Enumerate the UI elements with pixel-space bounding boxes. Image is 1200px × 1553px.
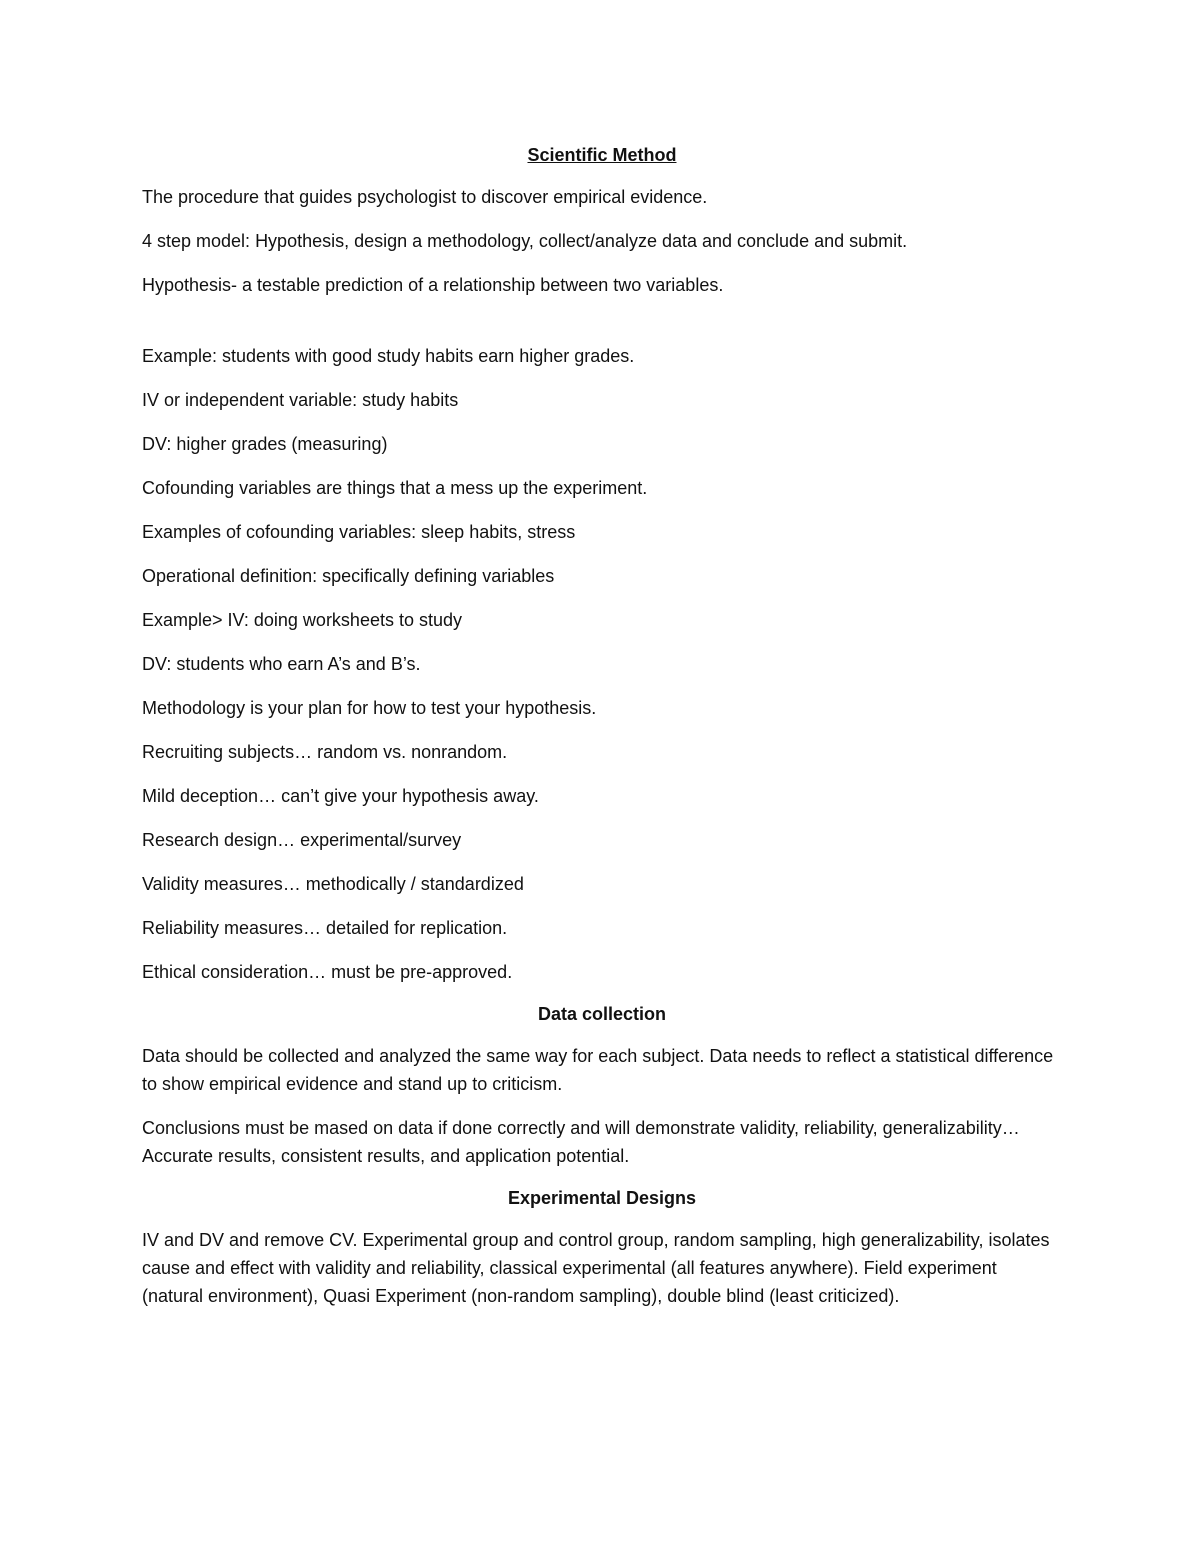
note-line: Recruiting subjects… random vs. nonrandom. <box>142 742 508 762</box>
experimental-designs-paragraph: IV and DV and remove CV. Experimental group and control group, random sampling, high generalizability, isolates cause and effect with validity and reliability, classical experimental (all features anywhere). Field experiment (natural environment), Quasi Experiment (non-random sampling), double blind (least criticized). <box>142 1230 1050 1306</box>
note-line: Ethical consideration… must be pre-approved. <box>142 962 513 982</box>
note-line: Validity measures… methodically / standardized <box>142 874 524 894</box>
note-line: Example: students with good study habits earn higher grades. <box>142 346 635 366</box>
note-line: DV: higher grades (measuring) <box>142 434 388 454</box>
conclusions-paragraph: Conclusions must be mased on data if done correctly and will demonstrate validity, reliability, generalizability… Accurate results, consistent results, and application potential. <box>142 1118 1020 1166</box>
note-line: Mild deception… can’t give your hypothesis away. <box>142 786 539 806</box>
note-line: Reliability measures… detailed for replication. <box>142 918 508 938</box>
document-title: Scientific Method <box>527 145 677 165</box>
note-line: Operational definition: specifically defining variables <box>142 566 555 586</box>
note-line: Example> IV: doing worksheets to study <box>142 610 463 630</box>
intro-hypothesis: Hypothesis- a testable prediction of a relationship between two variables. <box>142 275 724 295</box>
note-line: IV or independent variable: study habits <box>142 390 459 410</box>
intro-step-model: 4 step model: Hypothesis, design a methodology, collect/analyze data and conclude and submit. <box>142 231 908 251</box>
data-collection-paragraph: Data should be collected and analyzed the same way for each subject. Data needs to reflect a statistical difference to show empirical evidence and stand up to criticism. <box>142 1046 1054 1094</box>
blank-line <box>142 315 1062 342</box>
note-line: Methodology is your plan for how to test your hypothesis. <box>142 698 597 718</box>
note-line: DV: students who earn A’s and B’s. <box>142 654 421 674</box>
note-line: Cofounding variables are things that a mess up the experiment. <box>142 478 648 498</box>
section-heading-experimental-designs: Experimental Designs <box>507 1188 697 1208</box>
intro-definition: The procedure that guides psychologist to discover empirical evidence. <box>142 187 708 207</box>
section-heading-data-collection: Data collection <box>537 1004 667 1024</box>
note-line: Examples of cofounding variables: sleep habits, stress <box>142 522 576 542</box>
document-body <box>142 143 1062 1326</box>
note-line: Research design… experimental/survey <box>142 830 462 850</box>
